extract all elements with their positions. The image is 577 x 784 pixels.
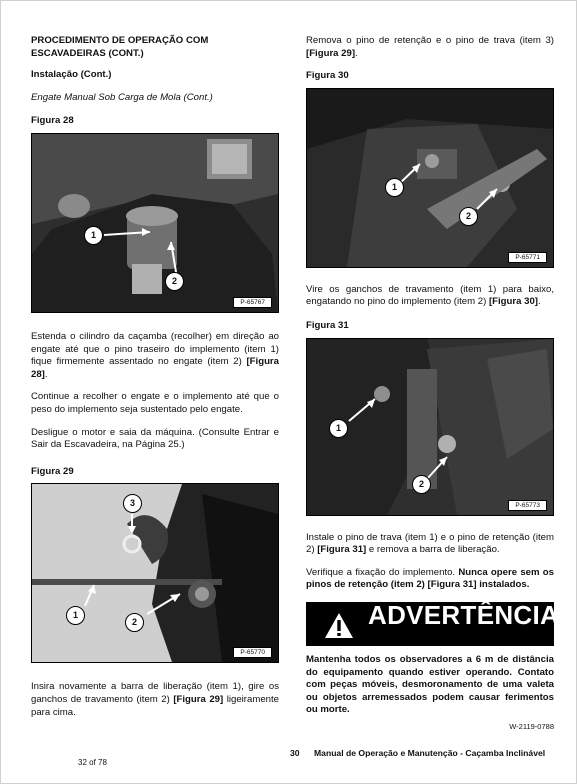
callout-3: 3 (123, 494, 142, 513)
figure-31-code: P-65773 (508, 500, 547, 511)
text: Instale o pino de trava (item 1) e o pino de retenção (item 2) (306, 531, 554, 556)
callout-2: 2 (412, 475, 431, 494)
callout-1: 1 (385, 178, 404, 197)
callout-1: 1 (84, 226, 103, 245)
warning-banner (306, 599, 560, 646)
figure-reference: [Figura 28] (31, 356, 279, 380)
figure-28-image (32, 134, 278, 312)
paragraph-2 (306, 532, 554, 557)
paragraph-0 (306, 35, 554, 60)
figure-30-title: Figura 30 (306, 70, 349, 82)
page-number: 30 (290, 748, 300, 758)
paragraph-4 (31, 681, 279, 719)
callout-2: 2 (165, 272, 184, 291)
section-heading: PROCEDIMENTO DE OPERAÇÃO COM ESCAVADEIRAS (CONT.) (31, 35, 209, 59)
paragraph-2: Continue a recolher o engate e o implemento até que o peso do implemento seja sustentado pelo engate. (31, 391, 279, 415)
figure-29-image (32, 484, 278, 662)
text: Vire os ganchos de travamento (item 1) para baixo, engatando no pino do implemento (item 2) (306, 283, 554, 308)
figure-28-photo (31, 133, 279, 313)
subheading: Instalação (Cont.) (31, 69, 112, 81)
figure-28-title: Figura 28 (31, 115, 74, 127)
text: Verifique a fixação do implemento. (306, 566, 459, 578)
text: . (355, 47, 358, 59)
text: Insira novamente a barra de liberação (item 1), gire os ganchos de travamento (item 2) (31, 681, 279, 705)
figure-30-photo (306, 88, 554, 268)
figure-31-title: Figura 31 (306, 319, 349, 331)
warning-text: Mantenha todos os observadores a 6 m de distância do equipamento quando estiver operando. Contato com peças móveis, desmoronamento de uma valeta ou objetos arremessados podem causar ferimentos ou morte. (306, 653, 554, 716)
manual-title: Manual de Operação e Manutenção - Caçamba Inclinável (314, 748, 546, 758)
warning-triangle-icon (324, 612, 354, 639)
figure-29-title: Figura 29 (31, 465, 74, 477)
figure-31-photo (306, 338, 554, 516)
paragraph-3 (306, 567, 554, 592)
figure-reference: [Figura 31] (317, 544, 367, 556)
figure-30-code: P-65771 (508, 252, 547, 263)
italic-subheading: Engate Manual Sob Carga de Mola (Cont.) (31, 91, 213, 103)
paragraph-1 (31, 331, 279, 381)
warning-code: W-2119-0788 (509, 721, 554, 731)
callout-2: 2 (459, 207, 478, 226)
paragraph-3: Desligue o motor e saia da máquina. (Consulte Entrar e Sair da Escavadeira, na Página 25.) (31, 426, 279, 451)
text: ligeiramente para cima. (31, 693, 279, 718)
text: e remova a barra de liberação. (366, 544, 500, 556)
bold-text: Nunca opere sem os pinos de retenção (item 2) [Figura 31] instalados. (306, 566, 554, 591)
text: Estenda o cilindro da caçamba (recolher) em direção ao engate até que o pino traseiro do implemento (item 1) fique firmemente assentado no engate (item 2) (31, 330, 279, 368)
warning-title: ADVERTÊNCIA (368, 599, 560, 630)
paragraph-1 (306, 284, 554, 309)
figure-reference: [Figura 30] (488, 296, 538, 308)
figure-28-code: P-65767 (233, 297, 272, 308)
callout-1: 1 (66, 606, 85, 625)
right-column (306, 35, 560, 734)
text: Remova o pino de retenção e o pino de trava (item 3) (306, 35, 554, 46)
page-count: 32 of 78 (78, 758, 107, 767)
figure-30-image (307, 89, 553, 267)
figure-reference: [Figura 29] (306, 47, 356, 59)
text: . (44, 368, 48, 380)
figure-29-code: P-65770 (233, 647, 272, 658)
callout-1: 1 (329, 419, 348, 438)
text: . (537, 296, 541, 308)
figure-reference: [Figura 29] (173, 693, 224, 705)
figure-29-photo (31, 483, 279, 663)
left-column (31, 35, 279, 719)
callout-2: 2 (125, 613, 144, 632)
